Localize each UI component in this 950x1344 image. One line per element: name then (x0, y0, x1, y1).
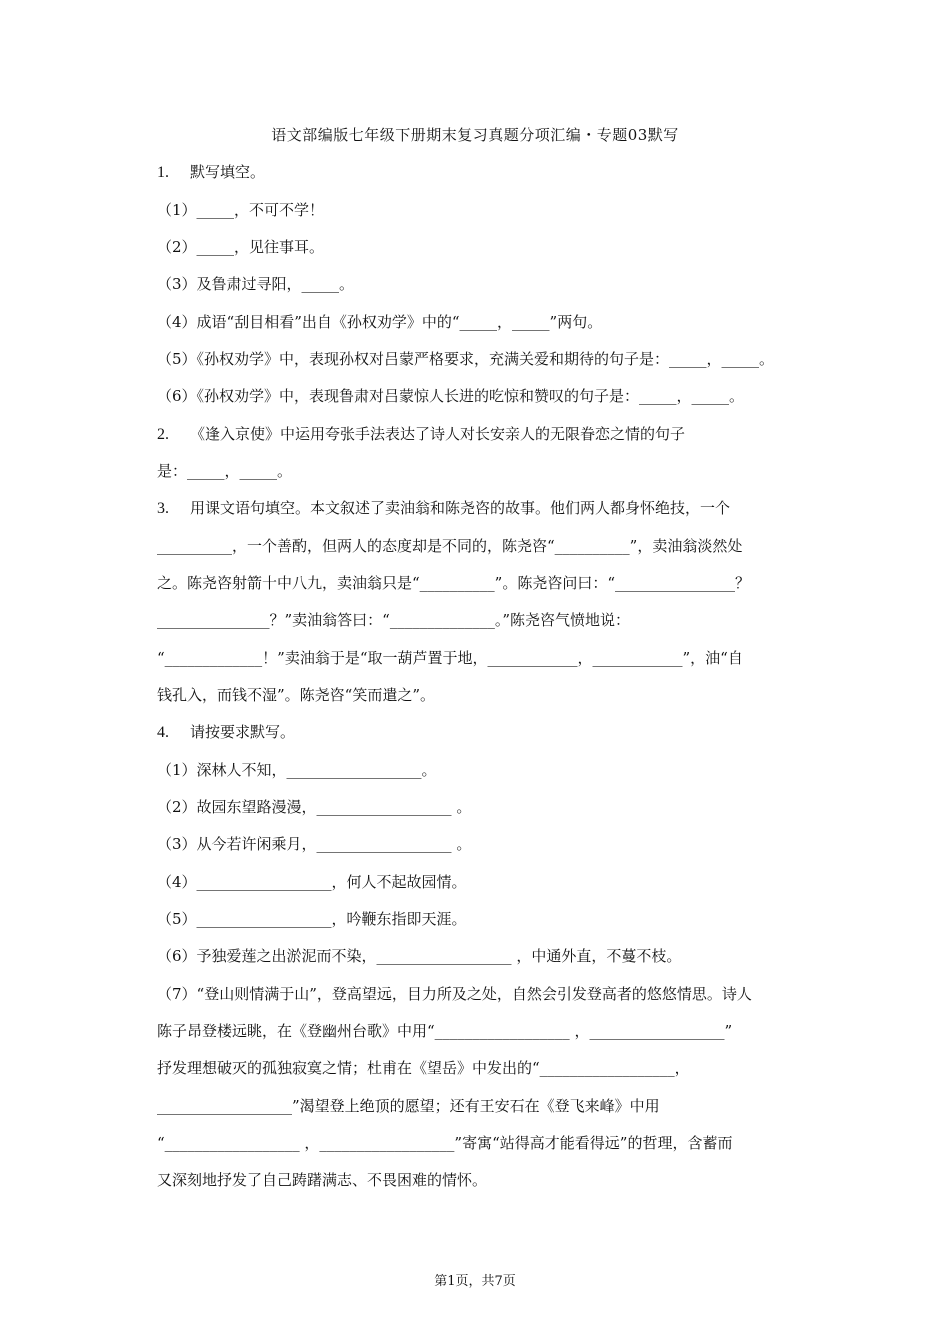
question-item: （1）_____，不可不学！ (157, 201, 325, 219)
question-line: 是：_____，_____。 (157, 462, 293, 480)
question-number: 4. (157, 724, 169, 741)
question-item: （5）《孙权劝学》中，表现孙权对吕蒙严格要求，充满关爱和期待的句子是：_____，_____。 (157, 350, 775, 368)
question-line: 之。陈尧咨射箭十中八九，卖油翁只是“__________”。陈尧咨问曰：“________________？ (157, 574, 751, 592)
question-number: 3. (157, 500, 169, 517)
question-line: 抒发理想破灭的孤独寂寞之情；杜甫在《望岳》中发出的“__________________， (157, 1059, 690, 1077)
question-line: 陈子昂登楼远眺，在《登幽州台歌》中用“__________________ ，__________________” (157, 1022, 733, 1040)
question-item: （5）__________________，吟鞭东指即天涯。 (157, 910, 467, 928)
question-stem: 默写填空。 (190, 163, 266, 181)
question-number: 2. (157, 426, 169, 443)
question-line: __________，一个善酌，但两人的态度却是不同的，陈尧咨“__________”，卖油翁淡然处 (157, 537, 743, 555)
question-item: （3）从今若许闲乘月，__________________ 。 (157, 835, 472, 853)
question-item: （4）成语“刮目相看”出自《孙权劝学》中的“_____，_____”两句。 (157, 313, 603, 331)
question-item: （6）《孙权劝学》中，表现鲁肃对吕蒙惊人长进的吃惊和赞叹的句子是：_____，_____。 (157, 387, 745, 405)
page-title: 语文部编版七年级下册期末复习真题分项汇编・专题03默写 (271, 126, 679, 144)
question-stem: 用课文语句填空。本文叙述了卖油翁和陈尧咨的故事。他们两人都身怀绝技，一个 (190, 499, 731, 517)
question-line: “_____________！”卖油翁于是“取一葫芦置于地，____________，____________”，油“自 (157, 649, 743, 667)
question-item: （4）__________________，何人不起故园情。 (157, 873, 467, 891)
question-number: 1. (157, 164, 169, 181)
question-line: “__________________ ，__________________”寄寓“站得高才能看得远”的哲理，含蓄而 (157, 1134, 733, 1152)
question-4 (157, 722, 295, 743)
page-footer: 第1页，共7页 (434, 1274, 516, 1289)
question-2 (157, 424, 685, 445)
question-1 (157, 162, 265, 183)
question-stem: 请按要求默写。 (190, 723, 296, 741)
question-item: （1）深林人不知，__________________。 (157, 761, 437, 779)
question-stem: 《逢入京使》中运用夸张手法表达了诗人对长安亲人的无限眷恋之情的句子 (190, 425, 686, 443)
question-line: 又深刻地抒发了自己踌躇满志、不畏困难的情怀。 (157, 1171, 488, 1189)
question-line: 钱孔入，而钱不湿”。陈尧咨“笑而遣之”。 (157, 686, 436, 704)
question-item: （6）予独爱莲之出淤泥而不染，__________________ ，中通外直，不蔓不枝。 (157, 947, 682, 965)
question-item: （7）“登山则情满于山”，登高望远，目力所及之处，自然会引发登高者的悠悠情思。诗人 (157, 985, 752, 1003)
question-item: （3）及鲁肃过寻阳，_____。 (157, 275, 355, 293)
question-item: （2）故园东望路漫漫，__________________ 。 (157, 798, 472, 816)
question-line: __________________”渴望登上绝顶的愿望；还有王安石在《登飞来峰》中用 (157, 1097, 660, 1115)
question-item: （2）_____，见往事耳。 (157, 238, 325, 256)
question-line: _______________？”卖油翁答曰：“______________。”陈尧咨气愤地说： (157, 611, 631, 629)
question-3 (157, 498, 730, 519)
